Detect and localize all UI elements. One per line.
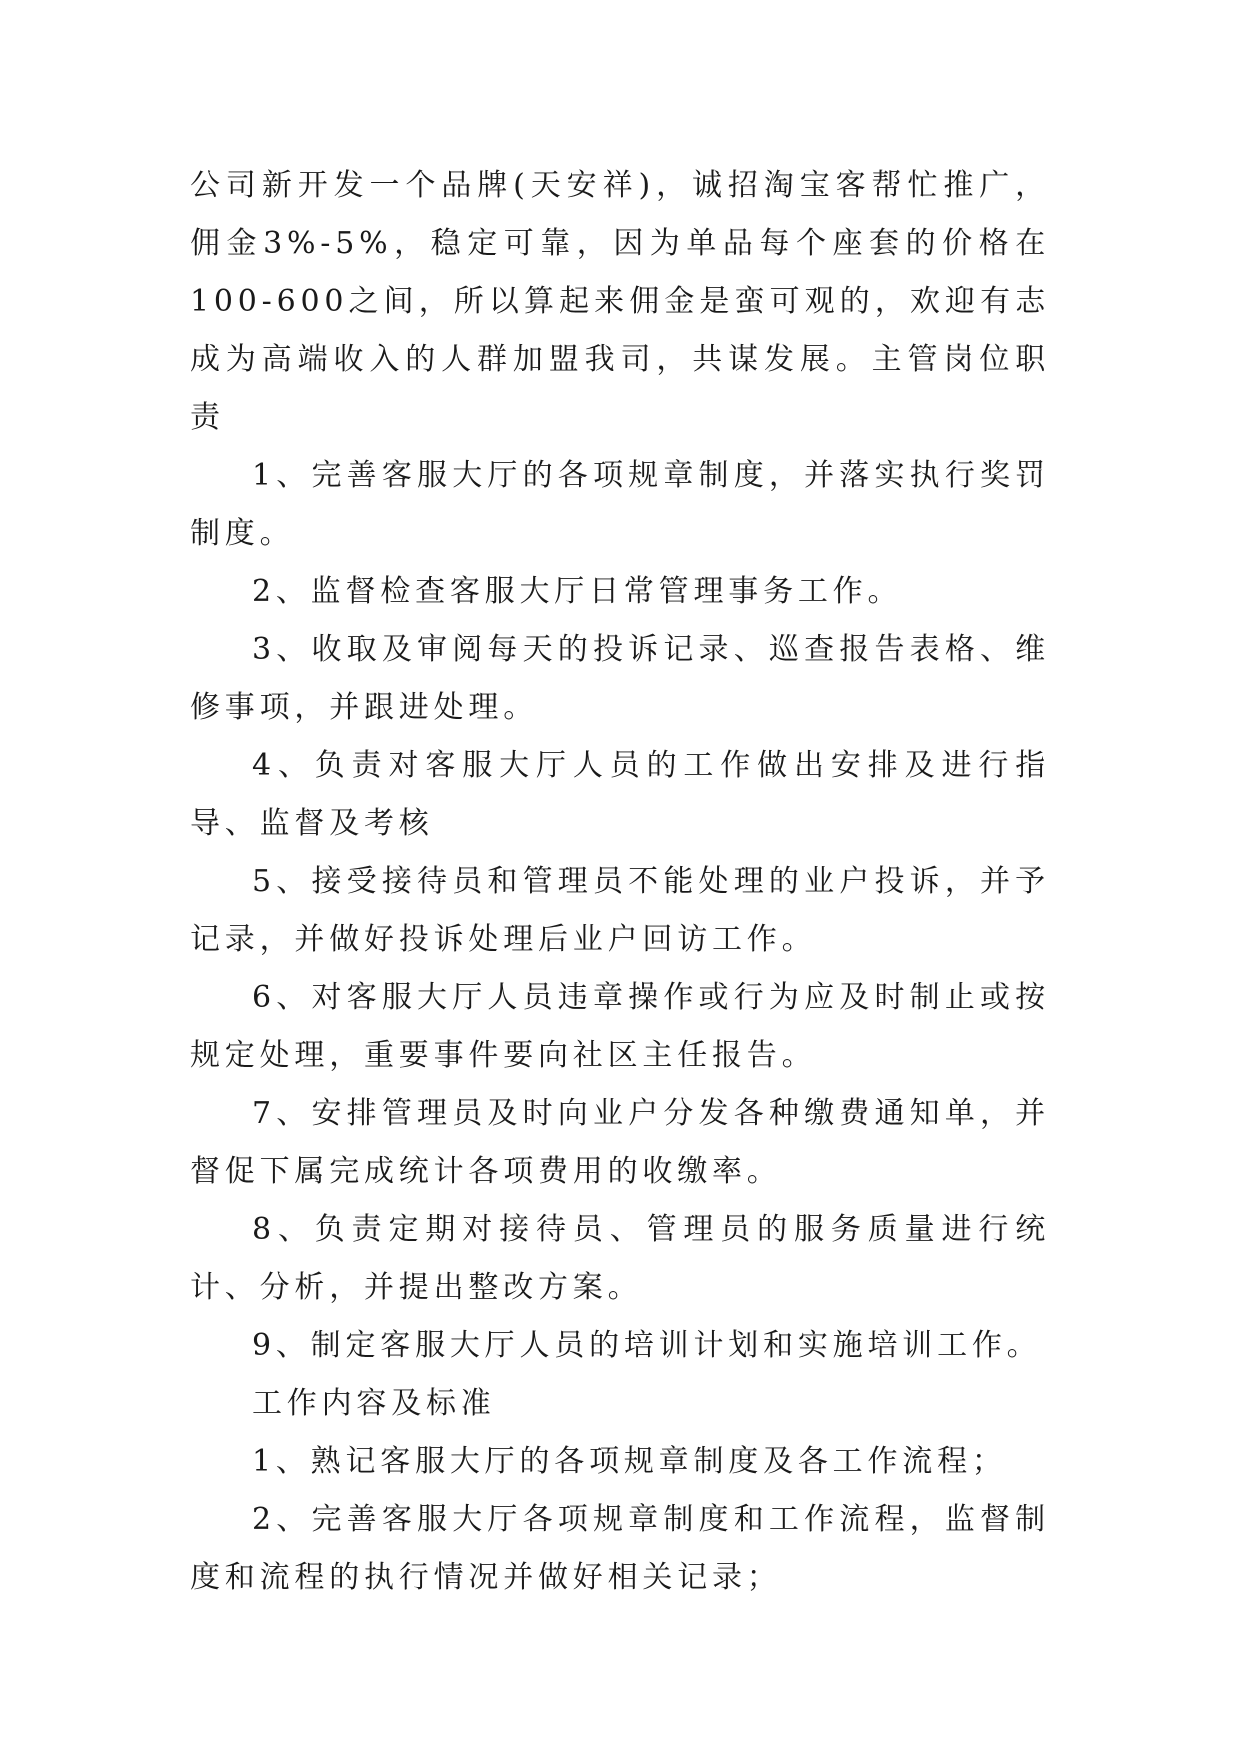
duty-item-7: 7、安排管理员及时向业户分发各种缴费通知单，并督促下属完成统计各项费用的收缴率。: [190, 1096, 1050, 1189]
intro-paragraph: 公司新开发一个品牌(天安祥)，诚招淘宝客帮忙推广，佣金3%-5%，稳定可靠，因为单品每个座套的价格在100-600之间，所以算起来佣金是蛮可观的，欢迎有志成为高端收入的人群加盟我司，共谋发展。主管岗位职责: [190, 168, 1050, 435]
duty-item-4: 4、负责对客服大厅人员的工作做出安排及进行指导、监督及考核: [190, 748, 1050, 841]
duty-item-8: 8、负责定期对接待员、管理员的服务质量进行统计、分析，并提出整改方案。: [190, 1212, 1050, 1305]
duty-item-3: 3、收取及审阅每天的投诉记录、巡查报告表格、维修事项，并跟进处理。: [190, 632, 1050, 725]
duty-item-5: 5、接受接待员和管理员不能处理的业户投诉，并予记录，并做好投诉处理后业户回访工作。: [190, 864, 1050, 957]
duty-item-1: 1、完善客服大厅的各项规章制度，并落实执行奖罚制度。: [190, 458, 1050, 551]
duty-item-9: 9、制定客服大厅人员的培训计划和实施培训工作。: [252, 1328, 1042, 1363]
document-body: [190, 157, 1050, 1607]
duty-item-6: 6、对客服大厅人员违章操作或行为应及时制止或按规定处理，重要事件要向社区主任报告。: [190, 980, 1050, 1073]
standard-item-1: 1、熟记客服大厅的各项规章制度及各工作流程；: [252, 1444, 1007, 1479]
duty-item-2: 2、监督检查客服大厅日常管理事务工作。: [252, 574, 903, 609]
section-heading: 工作内容及标准: [252, 1386, 496, 1421]
standard-item-2: 2、完善客服大厅各项规章制度和工作流程，监督制度和流程的执行情况并做好相关记录；: [190, 1502, 1050, 1595]
